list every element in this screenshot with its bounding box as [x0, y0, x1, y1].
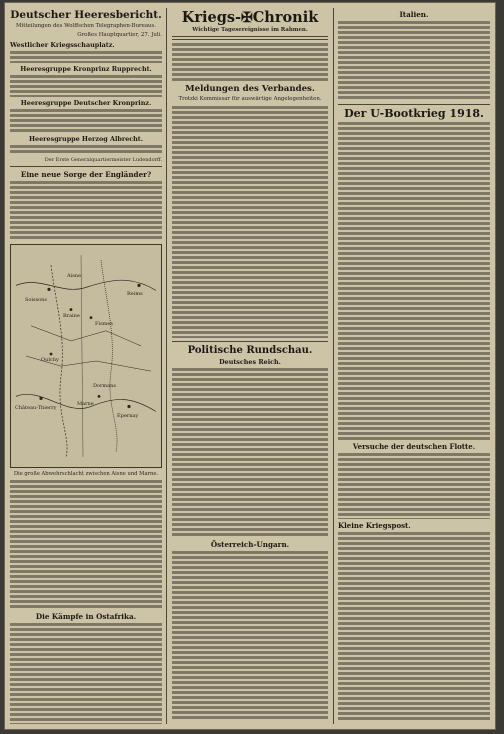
body-text: [10, 109, 162, 133]
river-aisne: [16, 281, 156, 291]
article-title: Die Kämpfe in Ostafrika.: [35, 612, 137, 622]
body-text: [172, 106, 328, 338]
group-heading: Heeresgruppe Kronprinz Rupprecht.: [20, 65, 152, 74]
body-text: [172, 43, 328, 81]
body-text: [172, 551, 328, 721]
section-heading: Versuche der deutschen Flotte.: [352, 441, 476, 451]
body-text: [10, 145, 162, 155]
section-subheading: Trotzki Kommissar für auswärtige Angelegenheiten.: [178, 96, 322, 103]
group-heading: Heeresgruppe Deutscher Kronprinz.: [20, 99, 152, 108]
column-title: Deutscher Heeresbericht.: [10, 9, 162, 21]
map-label: Marne: [77, 401, 94, 408]
map-caption: Die große Abwehrschlacht zwischen Aisne und Marne.: [13, 471, 159, 478]
column-rule: [333, 8, 334, 724]
right-column: [338, 8, 490, 724]
theater-heading: Westlicher Kriegsschauplatz.: [10, 41, 115, 50]
masthead: [172, 10, 328, 25]
front-line: [101, 261, 117, 453]
map-label: Épernay: [117, 413, 139, 420]
masthead-right: Chronik: [252, 9, 319, 26]
road: [31, 326, 141, 346]
column-rule: [166, 8, 167, 724]
body-text: [10, 181, 162, 241]
map-label: Aisne: [67, 273, 81, 280]
town-marker: [39, 397, 42, 400]
map-label: Reims: [127, 291, 143, 298]
iron-cross-icon: ✠: [241, 10, 253, 26]
town-marker: [98, 395, 101, 398]
section-heading: Italien.: [399, 10, 429, 19]
divider: [172, 341, 328, 342]
section-heading: Kleine Kriegspost.: [338, 520, 411, 530]
divider: [10, 166, 162, 167]
railway: [81, 256, 83, 458]
column-subtitle: Mitteilungen des Wolffschen Telegraphen-Bureaus.: [15, 23, 156, 30]
town-marker: [90, 317, 93, 320]
body-text: [10, 51, 162, 63]
body-text: [10, 480, 162, 610]
body-text: [338, 453, 490, 519]
body-text: [338, 122, 490, 440]
map-label: Braine: [63, 313, 80, 320]
dateline: Großes Hauptquartier, 27. Juli.: [77, 32, 162, 39]
article-title: Eine neue Sorge der Engländer?: [20, 170, 152, 180]
town-marker: [50, 353, 53, 356]
body-text: [338, 532, 490, 722]
masthead-left: Kriegs-: [181, 9, 242, 26]
front-map: [10, 244, 162, 468]
section-heading: Österreich-Ungarn.: [210, 539, 290, 549]
article-title: Der U-Bootkrieg 1918.: [344, 107, 484, 120]
section-subheading: Deutsches Reich.: [219, 357, 281, 366]
map-label: Dormans: [93, 383, 116, 390]
body-text: [172, 368, 328, 538]
town-marker: [47, 288, 50, 291]
body-text: [338, 21, 490, 101]
group-heading: Heeresgruppe Herzog Albrecht.: [29, 135, 143, 144]
divider: [338, 104, 490, 105]
body-text: [10, 623, 162, 724]
left-column: [10, 8, 162, 724]
center-column: [172, 8, 328, 724]
town-marker: [70, 309, 73, 312]
town-marker: [127, 405, 130, 408]
map-label: Fismes: [95, 321, 113, 328]
section-heading: Meldungen des Verbandes.: [185, 84, 315, 95]
map-label: Oulchy: [41, 357, 59, 364]
map-label: Château-Thierry: [15, 405, 57, 412]
body-text: [10, 75, 162, 97]
front-map-drawing: [11, 245, 161, 467]
divider: [172, 36, 328, 40]
signature-line: Der Erste Generalquartiermeister Ludendorff.: [44, 157, 162, 164]
masthead-subtitle: Wichtige Tagesereignisse im Rahmen.: [192, 27, 308, 34]
town-marker: [137, 284, 140, 287]
section-heading: Politische Rundschau.: [187, 344, 313, 356]
newspaper-page: [4, 2, 496, 730]
map-label: Soissons: [25, 297, 47, 304]
